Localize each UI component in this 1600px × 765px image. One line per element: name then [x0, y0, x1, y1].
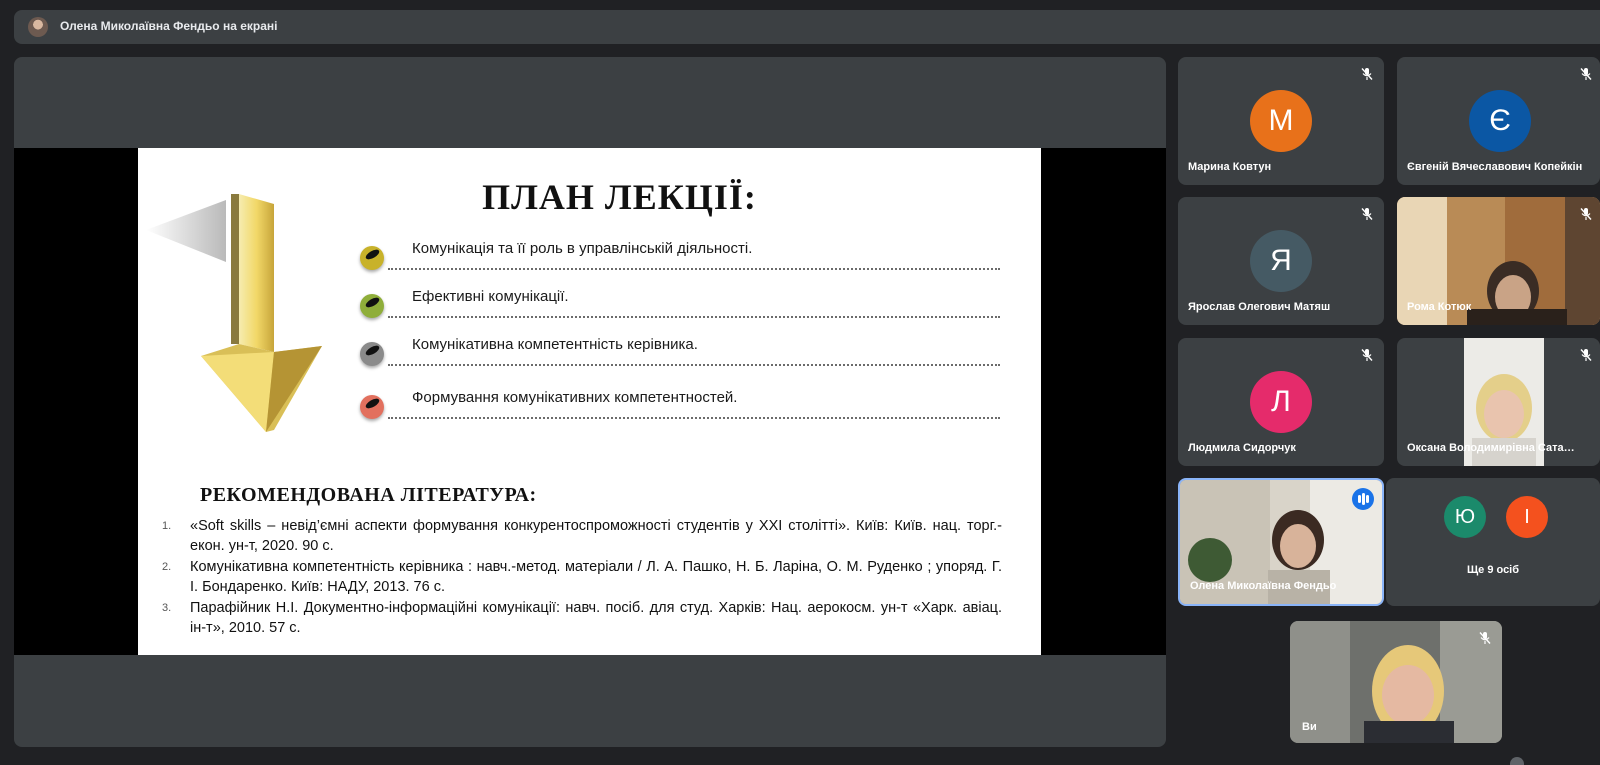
reference-item	[162, 516, 1002, 556]
presentation-slide	[138, 148, 1041, 655]
self-view-tile[interactable]	[1290, 621, 1502, 743]
more-participants-label: Ще 9 осіб	[1466, 564, 1520, 576]
dotted-line	[388, 417, 1000, 419]
plan-item-text: Комунікація та її роль в управлінській діяльності.	[412, 240, 753, 257]
plan-item-text: Ефективні комунікації.	[412, 288, 569, 305]
participant-name: Оксана Володимирівна Сата…	[1407, 442, 1575, 454]
participant-tile[interactable]	[1178, 197, 1384, 325]
slide-title: ПЛАН ЛЕКЦІЇ:	[482, 177, 757, 217]
plan-item-text: Комунікативна компетентність керівника.	[412, 336, 698, 353]
presenter-title: Олена Миколаївна Фендьо на екрані	[60, 19, 278, 33]
reference-number: 1.	[162, 520, 172, 532]
presenter-avatar	[28, 17, 48, 37]
reference-item	[162, 557, 1002, 597]
more-participants-tile[interactable]	[1386, 478, 1600, 606]
mic-off-icon[interactable]	[1478, 631, 1492, 645]
speaking-indicator-icon	[1352, 488, 1374, 510]
participant-name: Ярослав Олегович Матяш	[1188, 301, 1331, 313]
reference-text: «Soft skills – невід’ємні аспекти формування конкурентоспроможності студентів у ХХІ столітті». Київ: Київ. нац. торг.-екон. ун-т, 2020. 90 с.	[190, 518, 1002, 554]
participant-tile[interactable]	[1178, 338, 1384, 466]
dotted-line	[388, 268, 1000, 270]
participant-tile[interactable]	[1397, 338, 1600, 466]
down-arrow-graphic	[146, 194, 336, 434]
participant-name: Олена Миколаївна Фендьо	[1190, 580, 1337, 592]
reference-number: 3.	[162, 602, 172, 614]
reference-text: Парафійник Н.І. Документно-інформаційні комунікації: навч. посіб. для студ. Харків: Нац. аерокосм. ун-т «Харк. авіац. ін-т», 2010. 57 с.	[190, 600, 1002, 636]
reference-list	[162, 516, 1002, 639]
reference-item	[162, 598, 1002, 638]
participant-name: Рома Котюк	[1407, 301, 1472, 313]
self-name: Ви	[1302, 721, 1317, 733]
plan-item	[360, 336, 1000, 372]
participant-avatar: Я	[1250, 230, 1312, 292]
reference-text: Комунікативна компетентність керівника : навч.-метод. матеріали / Л. А. Пашко, Н. Б. Ларіна, О. М. Руденко ; упоряд. Г. І. Бондаренко. Київ: НАДУ, 2013. 76 с.	[190, 559, 1002, 595]
mic-off-icon	[1360, 348, 1374, 362]
participant-tile[interactable]	[1397, 57, 1600, 185]
participant-name: Євгеній Вячеславович Копейкін	[1407, 161, 1583, 173]
participant-avatar: Л	[1250, 371, 1312, 433]
bullet-icon	[360, 342, 384, 366]
participant-avatar: І	[1506, 496, 1548, 538]
participant-tile[interactable]	[1397, 197, 1600, 325]
dotted-line	[388, 316, 1000, 318]
presentation-stage[interactable]	[14, 57, 1166, 747]
plan-item	[360, 389, 1000, 425]
bullet-icon	[360, 294, 384, 318]
participant-avatar: Є	[1469, 90, 1531, 152]
bullet-icon	[360, 395, 384, 419]
participant-avatar: Ю	[1444, 496, 1486, 538]
plan-item-text: Формування комунікативних компетентностей.	[412, 389, 738, 406]
participant-tile-active[interactable]	[1178, 478, 1384, 606]
reference-number: 2.	[162, 561, 172, 573]
participant-avatar: М	[1250, 90, 1312, 152]
mic-off-icon	[1579, 348, 1593, 362]
participant-tile[interactable]	[1178, 57, 1384, 185]
dotted-line	[388, 364, 1000, 366]
plan-item	[360, 288, 1000, 324]
mic-off-icon	[1360, 207, 1374, 221]
literature-title: РЕКОМЕНДОВАНА ЛІТЕРАТУРА:	[200, 484, 537, 506]
participant-name: Людмила Сидорчук	[1188, 442, 1296, 454]
mic-off-icon	[1579, 207, 1593, 221]
participant-name: Марина Ковтун	[1188, 161, 1272, 173]
mic-off-icon	[1360, 67, 1374, 81]
plan-item	[360, 240, 1000, 276]
bullet-icon	[360, 246, 384, 270]
presenter-bar	[14, 10, 1600, 44]
mic-off-icon	[1579, 67, 1593, 81]
self-video	[1290, 621, 1502, 743]
